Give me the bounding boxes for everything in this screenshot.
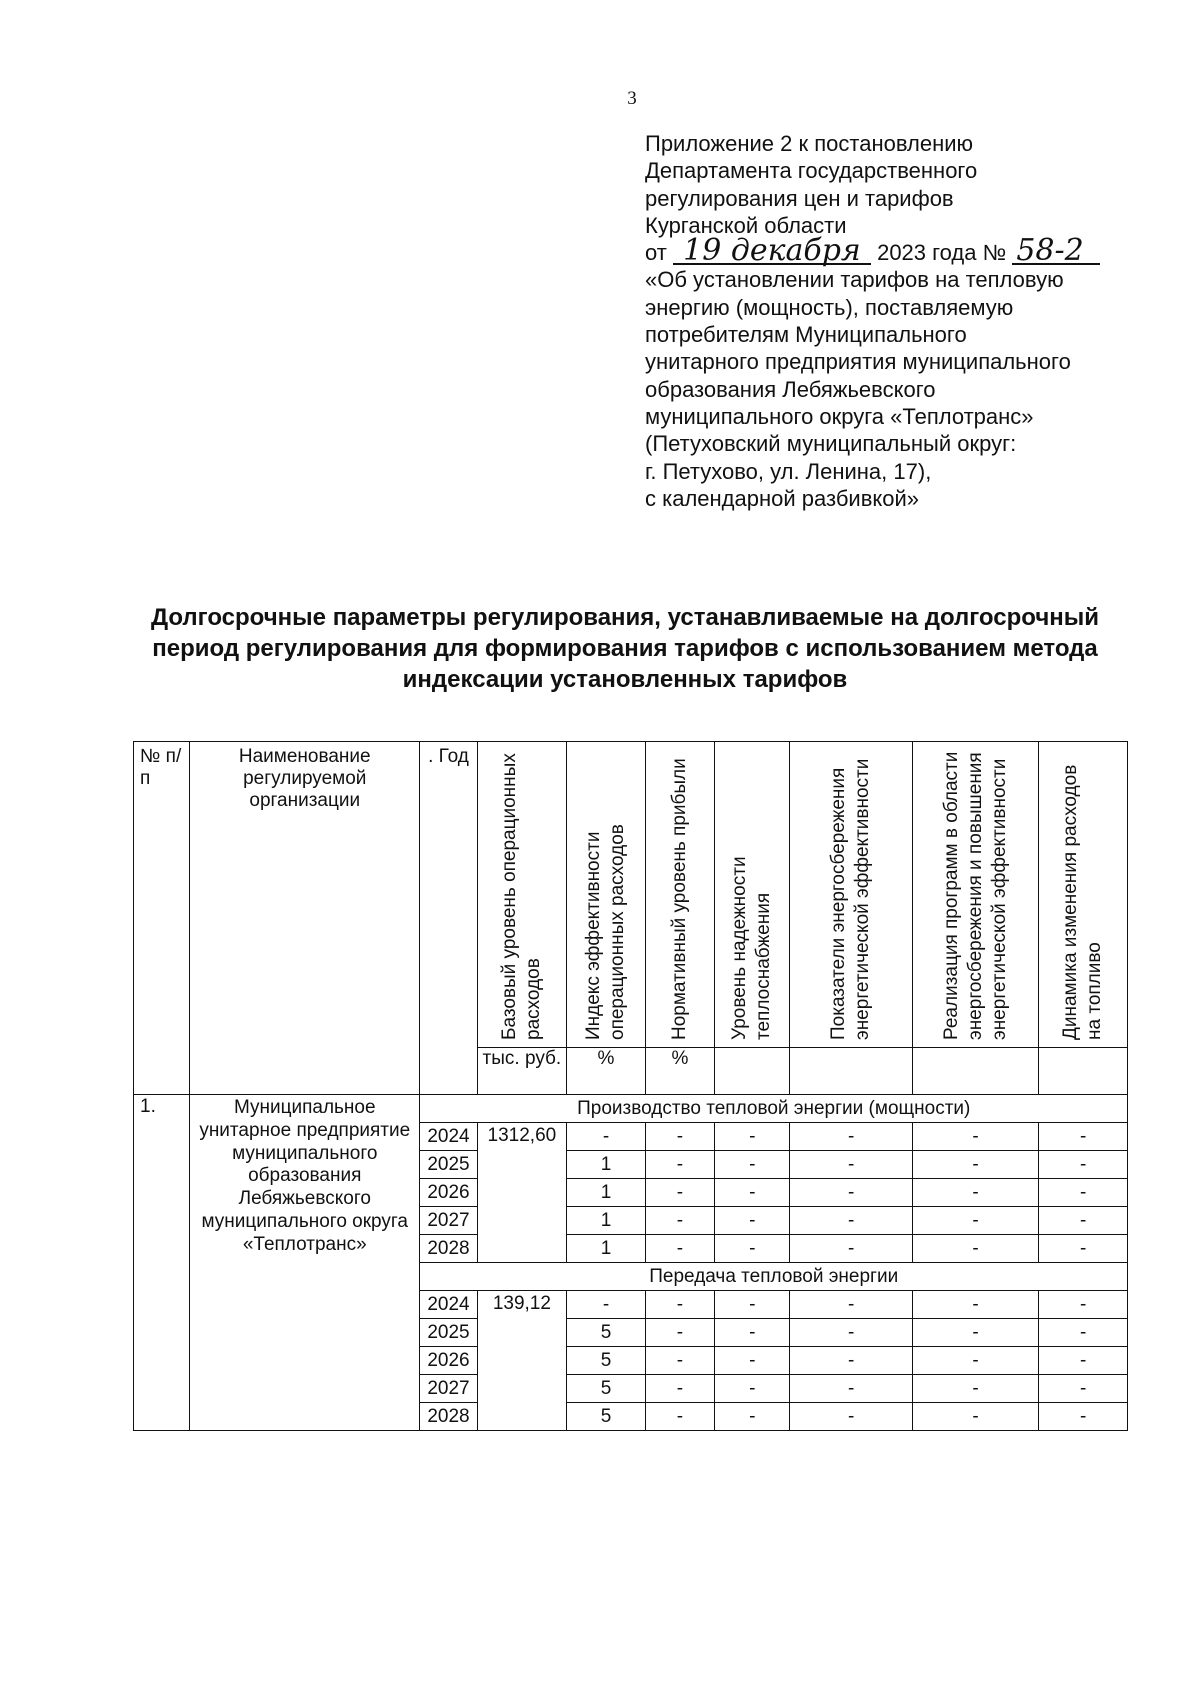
appendix-block — [645, 130, 1165, 512]
profit-cell: - — [645, 1291, 714, 1319]
base-level-cell: 139,12 — [477, 1291, 567, 1431]
unit-empty — [1039, 1048, 1128, 1095]
subject-line: «Об установлении тарифов на тепловую — [645, 267, 1064, 293]
programs-cell: - — [912, 1375, 1038, 1403]
programs-cell: - — [912, 1179, 1038, 1207]
document-title — [130, 602, 1120, 695]
header-index-text: Индекс эффективности операционных расходов — [582, 823, 628, 1040]
year-cell: 2027 — [420, 1375, 477, 1403]
reliability-cell: - — [715, 1235, 790, 1263]
subject-line: энергию (мощность), поставляемую — [645, 294, 1014, 320]
fuel-cell: - — [1039, 1291, 1128, 1319]
appendix-line: Департамента государственного — [645, 158, 978, 184]
index-cell: 5 — [567, 1403, 646, 1431]
energy-indicators-cell: - — [790, 1403, 912, 1431]
subject-line: г. Петухово, ул. Ленина, 17), — [645, 458, 932, 484]
unit-index: % — [567, 1048, 646, 1095]
header-row — [134, 742, 1128, 1048]
subject-line: образования Лебяжьевского — [645, 376, 936, 402]
unit-empty — [715, 1048, 790, 1095]
reliability-cell: - — [715, 1347, 790, 1375]
profit-cell: - — [645, 1319, 714, 1347]
fuel-cell: - — [1039, 1151, 1128, 1179]
header-fuel — [1039, 742, 1128, 1048]
header-base-text: Базовый уровень операционных расходов — [498, 752, 544, 1040]
reliability-cell: - — [715, 1179, 790, 1207]
header-org: Наименование регулируемой организации — [190, 742, 420, 1095]
header-profit — [645, 742, 714, 1048]
index-cell: 5 — [567, 1319, 646, 1347]
programs-cell: - — [912, 1291, 1038, 1319]
fuel-cell: - — [1039, 1123, 1128, 1151]
fuel-cell: - — [1039, 1347, 1128, 1375]
energy-indicators-cell: - — [790, 1319, 912, 1347]
reliability-cell: - — [715, 1375, 790, 1403]
index-cell: 1 — [567, 1151, 646, 1179]
header-energy-indicators — [790, 742, 912, 1048]
energy-indicators-cell: - — [790, 1235, 912, 1263]
energy-indicators-cell: - — [790, 1207, 912, 1235]
unit-empty — [790, 1048, 912, 1095]
fuel-cell: - — [1039, 1375, 1128, 1403]
energy-indicators-cell: - — [790, 1291, 912, 1319]
row-number: 1. — [134, 1095, 190, 1431]
header-index — [567, 742, 646, 1048]
energy-indicators-cell: - — [790, 1375, 912, 1403]
header-profit-text: Нормативный уровень прибыли — [668, 757, 690, 1040]
index-cell: 1 — [567, 1235, 646, 1263]
appendix-line: Курганской области — [645, 212, 847, 238]
reliability-cell: - — [715, 1319, 790, 1347]
section-title: Производство тепловой энергии (мощности) — [420, 1095, 1128, 1123]
profit-cell: - — [645, 1235, 714, 1263]
fuel-cell: - — [1039, 1403, 1128, 1431]
reliability-cell: - — [715, 1207, 790, 1235]
index-cell: 1 — [567, 1207, 646, 1235]
index-cell: 5 — [567, 1375, 646, 1403]
index-cell: 5 — [567, 1347, 646, 1375]
header-base — [477, 742, 567, 1048]
programs-cell: - — [912, 1207, 1038, 1235]
index-cell: - — [567, 1291, 646, 1319]
fuel-cell: - — [1039, 1319, 1128, 1347]
year-cell: 2027 — [420, 1207, 477, 1235]
subject-line: с календарной разбивкой» — [645, 485, 920, 511]
subject-line: (Петуховский муниципальный округ: — [645, 431, 1017, 457]
fuel-cell: - — [1039, 1235, 1128, 1263]
year-cell: 2028 — [420, 1403, 477, 1431]
header-fuel-text: Динамика изменения расходов на топливо — [1060, 764, 1106, 1040]
header-num: № п/п — [134, 742, 190, 1095]
date-prefix: от — [645, 240, 667, 266]
header-energy-indicators-text: Показатели энергосбережения энергетической эффективности — [828, 758, 874, 1040]
page-number: 3 — [627, 88, 637, 109]
handwritten-date: 19 декабря — [673, 239, 871, 265]
header-programs — [912, 742, 1038, 1048]
title-line: индексации установленных тарифов — [402, 666, 848, 693]
reliability-cell: - — [715, 1123, 790, 1151]
reliability-cell: - — [715, 1291, 790, 1319]
profit-cell: - — [645, 1151, 714, 1179]
year-cell: 2026 — [420, 1179, 477, 1207]
programs-cell: - — [912, 1347, 1038, 1375]
programs-cell: - — [912, 1151, 1038, 1179]
subject-line: потребителям Муниципального — [645, 322, 967, 348]
programs-cell: - — [912, 1235, 1038, 1263]
title-line: период регулирования для формирования тарифов с использованием метода — [152, 635, 1098, 662]
subject-line: унитарного предприятия муниципального — [645, 349, 1071, 375]
energy-indicators-cell: - — [790, 1151, 912, 1179]
reliability-cell: - — [715, 1403, 790, 1431]
energy-indicators-cell: - — [790, 1123, 912, 1151]
fuel-cell: - — [1039, 1207, 1128, 1235]
handwritten-number: 58-2 — [1012, 239, 1100, 265]
year-cell: 2026 — [420, 1347, 477, 1375]
header-reliability — [715, 742, 790, 1048]
section-row — [134, 1095, 1128, 1123]
year-cell: 2024 — [420, 1123, 477, 1151]
programs-cell: - — [912, 1123, 1038, 1151]
index-cell: - — [567, 1123, 646, 1151]
appendix-line: регулирования цен и тарифов — [645, 185, 954, 211]
section-title: Передача тепловой энергии — [420, 1263, 1128, 1291]
unit-base: тыс. руб. — [477, 1048, 567, 1095]
energy-indicators-cell: - — [790, 1347, 912, 1375]
header-programs-text: Реализация программ в области энергосбережения и повышения энергетической эффективности — [940, 751, 1010, 1040]
year-cell: 2028 — [420, 1235, 477, 1263]
programs-cell: - — [912, 1319, 1038, 1347]
energy-indicators-cell: - — [790, 1179, 912, 1207]
reliability-cell: - — [715, 1151, 790, 1179]
appendix-line: Приложение 2 к постановлению — [645, 131, 974, 156]
header-reliability-text: Уровень надежности теплоснабжения — [729, 855, 775, 1040]
year-cell: 2024 — [420, 1291, 477, 1319]
header-year: . Год — [420, 742, 477, 1095]
year-cell: 2025 — [420, 1319, 477, 1347]
base-level-cell: 1312,60 — [477, 1123, 567, 1263]
profit-cell: - — [645, 1179, 714, 1207]
profit-cell: - — [645, 1403, 714, 1431]
subject-line: муниципального округа «Теплотранс» — [645, 403, 1034, 429]
profit-cell: - — [645, 1347, 714, 1375]
programs-cell: - — [912, 1403, 1038, 1431]
unit-empty — [912, 1048, 1038, 1095]
unit-profit: % — [645, 1048, 714, 1095]
organization-name: Муниципальное унитарное предприятие муниципального образования Лебяжьевского муниципального округа «Теплотранс» — [190, 1095, 420, 1431]
index-cell: 1 — [567, 1179, 646, 1207]
year-cell: 2025 — [420, 1151, 477, 1179]
profit-cell: - — [645, 1207, 714, 1235]
parameters-table — [133, 741, 1128, 1431]
fuel-cell: - — [1039, 1179, 1128, 1207]
profit-cell: - — [645, 1375, 714, 1403]
profit-cell: - — [645, 1123, 714, 1151]
year-text: 2023 года № — [877, 240, 1007, 266]
title-line: Долгосрочные параметры регулирования, устанавливаемые на долгосрочный — [150, 604, 1100, 631]
appendix-date-line — [645, 233, 1165, 269]
